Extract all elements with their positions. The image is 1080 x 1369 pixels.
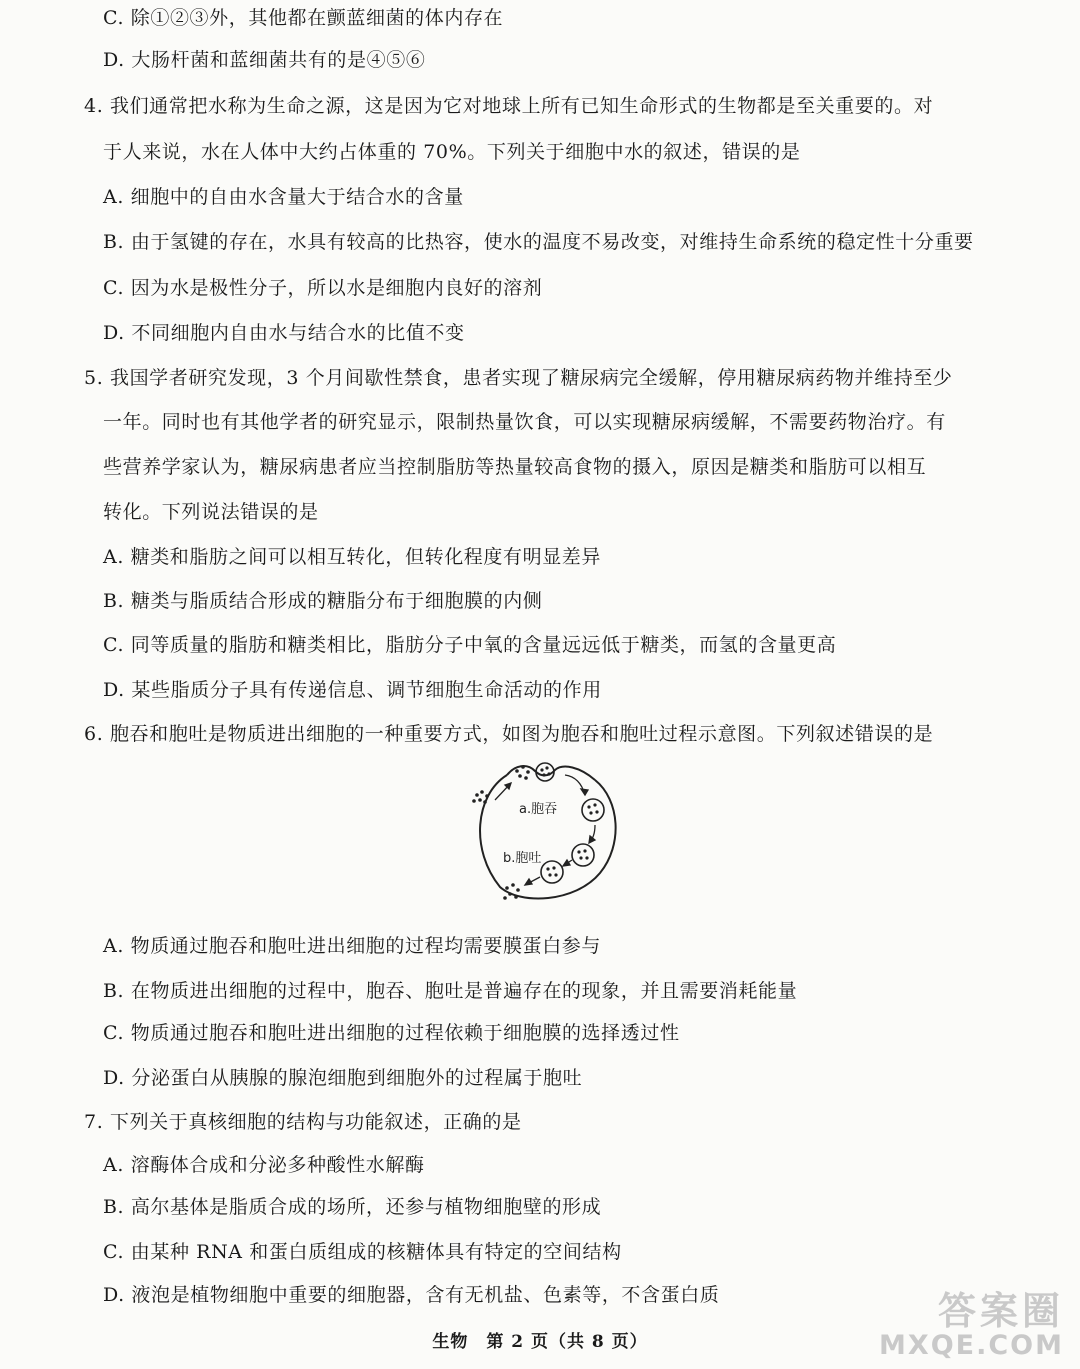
- q7-option-d: D. 液泡是植物细胞中重要的细胞器，含有无机盐、色素等，不含蛋白质: [103, 1284, 720, 1306]
- q5-stem-line3: 些营养学家认为，糖尿病患者应当控制脂肪等热量较高食物的摄入，原因是糖类和脂肪可以相互: [103, 456, 927, 478]
- q5-stem-line4: 转化。下列说法错误的是: [103, 501, 319, 523]
- q4-option-c: C. 因为水是极性分子，所以水是细胞内良好的溶剂: [103, 277, 543, 299]
- extracellular-particles: [472, 790, 489, 804]
- diagram-label-b: b.胞吐: [503, 851, 542, 866]
- q5-option-d: D. 某些脂质分子具有传递信息、调节细胞生命活动的作用: [103, 679, 602, 701]
- q4-option-b: B. 由于氢键的存在，水具有较高的比热容，使水的温度不易改变，对维持生命系统的稳定性十分重要: [103, 231, 974, 253]
- watermark-logo: [859, 1291, 1064, 1363]
- q7-option-c: C. 由某种 RNA 和蛋白质组成的核糖体具有特定的空间结构: [103, 1241, 622, 1263]
- q3-option-c: C. 除①②③外，其他都在颤蓝细菌的体内存在: [103, 7, 504, 29]
- q5-option-c: C. 同等质量的脂肪和糖类相比，脂肪分子中氧的含量远远低于糖类，而氢的含量更高: [103, 634, 837, 656]
- q7-option-b: B. 高尔基体是脂质合成的场所，还参与植物细胞壁的形成: [103, 1196, 602, 1218]
- q6-option-d: D. 分泌蛋白从胰腺的腺泡细胞到细胞外的过程属于胞吐: [103, 1067, 583, 1089]
- q5-option-a: A. 糖类和脂肪之间可以相互转化，但转化程度有明显差异: [103, 546, 602, 568]
- endocytosis-exocytosis-diagram: [455, 755, 625, 905]
- q4-option-d: D. 不同细胞内自由水与结合水的比值不变: [103, 322, 465, 344]
- q7-option-a: A. 溶酶体合成和分泌多种酸性水解酶: [103, 1154, 425, 1176]
- q4-stem-line1: 4. 我们通常把水称为生命之源，这是因为它对地球上所有已知生命形式的生物都是至关重要的。对: [84, 95, 934, 117]
- q3-option-d: D. 大肠杆菌和蓝细菌共有的是④⑤⑥: [103, 49, 426, 71]
- q5-option-b: B. 糖类与脂质结合形成的糖脂分布于细胞膜的内侧: [103, 590, 543, 612]
- diagram-label-a: a.胞吞: [519, 802, 558, 817]
- q7-stem: 7. 下列关于真核细胞的结构与功能叙述，正确的是: [84, 1111, 522, 1133]
- q6-option-b: B. 在物质进出细胞的过程中，胞吞、胞吐是普遍存在的现象，并且需要消耗能量: [103, 980, 798, 1002]
- watermark-bottom-text: MXQE.COM: [879, 1330, 1064, 1361]
- watermark-top-text: 答案圈: [937, 1289, 1064, 1333]
- endocytic-vesicle: [582, 799, 604, 821]
- q4-stem-line2: 于人来说，水在人体中大约占体重的 70%。下列关于细胞中水的叙述，错误的是: [103, 141, 801, 163]
- forming-vesicle: [536, 763, 554, 781]
- q6-option-a: A. 物质通过胞吞和胞吐进出细胞的过程均需要膜蛋白参与: [103, 935, 602, 957]
- q5-stem-line2: 一年。同时也有其他学者的研究显示，限制热量饮食，可以实现糖尿病缓解，不需要药物治疗。有: [103, 411, 946, 433]
- exocytic-vesicle-1: [572, 844, 594, 866]
- process-arrows: [495, 775, 595, 885]
- q6-option-c: C. 物质通过胞吞和胞吐进出细胞的过程依赖于细胞膜的选择透过性: [103, 1022, 680, 1044]
- q4-option-a: A. 细胞中的自由水含量大于结合水的含量: [103, 186, 464, 208]
- exocytic-vesicle-2: [541, 861, 563, 883]
- q5-stem-line1: 5. 我国学者研究发现，3 个月间歇性禁食，患者实现了糖尿病完全缓解，停用糖尿病药物并维持至少: [84, 367, 953, 389]
- page-footer: 生物 第 2 页（共 8 页）: [432, 1332, 648, 1352]
- q6-stem: 6. 胞吞和胞吐是物质进出细胞的一种重要方式，如图为胞吞和胞吐过程示意图。下列叙述错误的是: [84, 723, 934, 745]
